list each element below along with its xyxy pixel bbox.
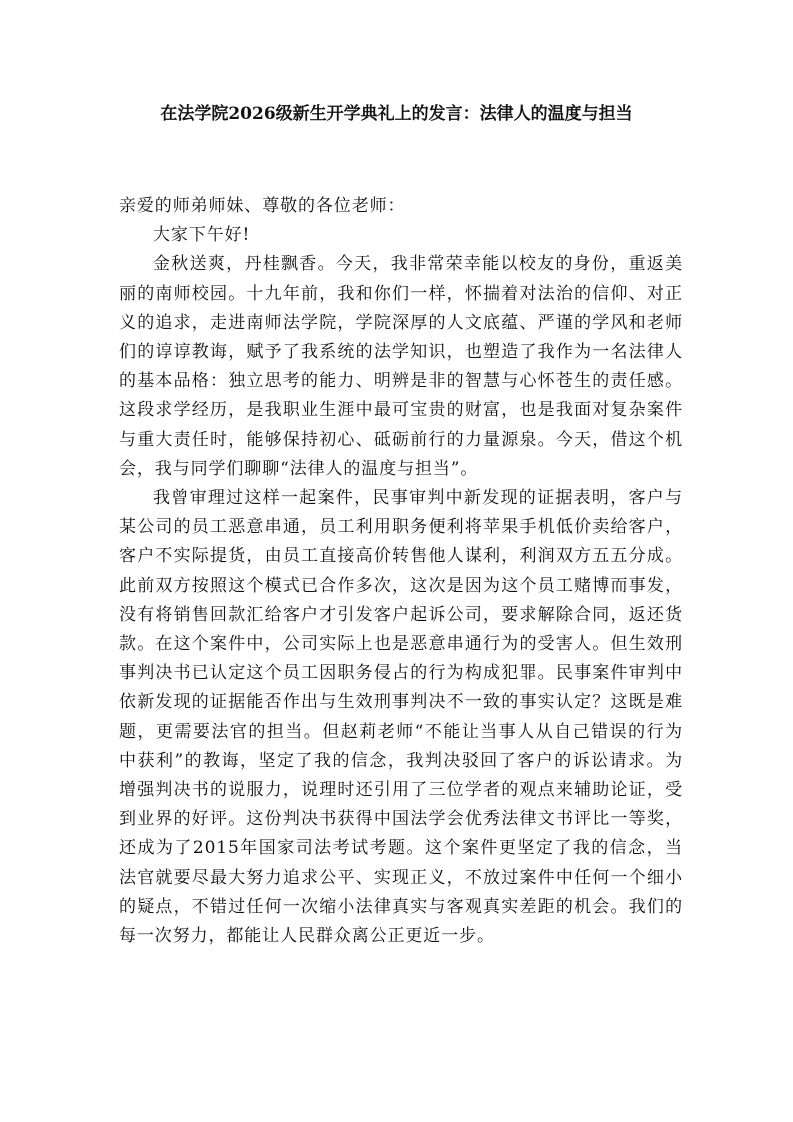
paragraph-1: 金秋送爽，丹桂飘香。今天，我非常荣幸能以校友的身份，重返美丽的南师校园。十九年前，我和你们一样，怀揣着对法治的信仰、对正义的追求，走进南师法学院，学院深厚的人文底蕴、严谨的学风和老师们的谆谆教诲，赋予了我系统的法学知识，也塑造了我作为一名法律人的基本品格：独立思考的能力、明辨是非的智慧与心怀苍生的责任感。这段求学经历，是我职业生涯中最可宝贵的财富，也是我面对复杂案件与重大责任时，能够保持初心、砥砺前行的力量源泉。今天，借这个机会，我与同学们聊聊“法律人的温度与担当”。 bbox=[119, 254, 683, 479]
paragraph-2: 我曾审理过这样一起案件，民事审判中新发现的证据表明，客户与某公司的员工恶意串通，员工利用职务便利将苹果手机低价卖给客户，客户不实际提货，由员工直接高价转售他人谋利，利润双方五五分成。此前双方按照这个模式已合作多次，这次是因为这个员工赌博而事发，没有将销售回款汇给客户才引发客户起诉公司，要求解除合同，返还货款。在这个案件中，公司实际上也是恶意串通行为的受害人。但生效刑事判决书已认定这个员工因职务侵占的行为构成犯罪。民事案件审判中依新发现的证据能否作出与生效刑事判决不一致的事实认定？这既是难题，更需要法官的担当。但赵莉老师“不能让当事人从自己错误的行为中获利”的教诲，坚定了我的信念，我判决驳回了客户的诉讼请求。为增强判决书的说服力，说理时还引用了三位学者的观点来辅助论证，受到业界的好评。这份判决书获得中国法学会优秀法律文书评比一等奖，还成为了2015年国家司法考试考题。这个案件更坚定了我的信念，当法官就要尽最大努力追求公平、实现正义，不放过案件中任何一个细小的疑点，不错过任何一次缩小法律真实与客观真实差距的机会。我们的每一次努力，都能让人民群众离公正更近一步。 bbox=[119, 488, 683, 947]
greeting: 大家下午好! bbox=[153, 225, 251, 246]
document-body bbox=[119, 192, 683, 951]
document-title: 在法学院2026级新生开学典礼上的发言：法律人的温度与担当 bbox=[160, 104, 633, 124]
salutation: 亲爱的师弟师妹、尊敬的各位老师： bbox=[119, 196, 406, 216]
